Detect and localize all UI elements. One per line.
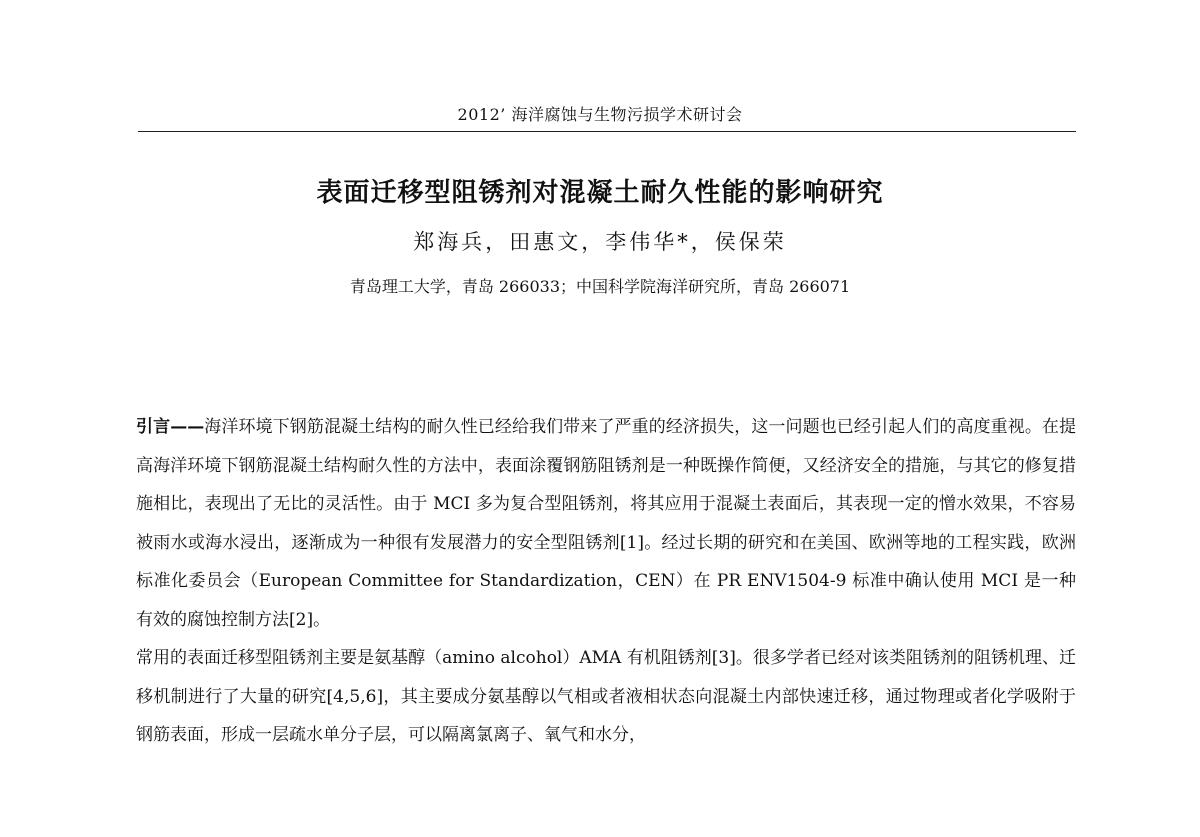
body-text [136,408,1076,755]
introduction-lead: 引言—— [136,417,205,437]
header-rule [138,131,1076,132]
paper-title: 表面迁移型阻锈剂对混凝土耐久性能的影响研究 [316,178,884,208]
body-paragraph-2: 常用的表面迁移型阻锈剂主要是氨基醇（amino alcohol）AMA 有机阻锈剂[3]。很多学者已经对该类阻锈剂的阻锈机理、迁移机制进行了大量的研究[4,5,6]，其主要成分氨基醇以气相或者液相状态向混凝土内部快速迁移，通过物理或者化学吸附于钢筋表面，形成一层疏水单分子层，可以隔离氯离子、氧气和水分， [136,648,1076,745]
author-list: 郑海兵，田惠文，李伟华*，侯保荣 [413,230,787,254]
introduction-paragraph [136,408,1076,639]
introduction-text: 海洋环境下钢筋混凝土结构的耐久性已经给我们带来了严重的经济损失，这一问题也已经引起人们的高度重视。在提高海洋环境下钢筋混凝土结构耐久性的方法中，表面涂覆钢筋阻锈剂是一种既操作简便，又经济安全的措施，与其它的修复措施相比，表现出了无比的灵活性。由于 MCI 多为复合型阻锈剂，将其应用于混凝土表面后，其表现一定的憎水效果，不容易被雨水或海水浸出，逐渐成为一种很有发展潜力的安全型阻锈剂[1]。经过长期的研究和在美国、欧洲等地的工程实践，欧洲标准化委员会（European Committee for Standardization，CEN）在 PR ENV1504-9 标准中确认使用 MCI 是一种有效的腐蚀控制方法[2]。 [136,417,1077,630]
affiliation: 青岛理工大学，青岛 266033；中国科学院海洋研究所，青岛 266071 [349,277,851,296]
running-header: 2012’ 海洋腐蚀与生物污损学术研讨会 [457,105,743,124]
